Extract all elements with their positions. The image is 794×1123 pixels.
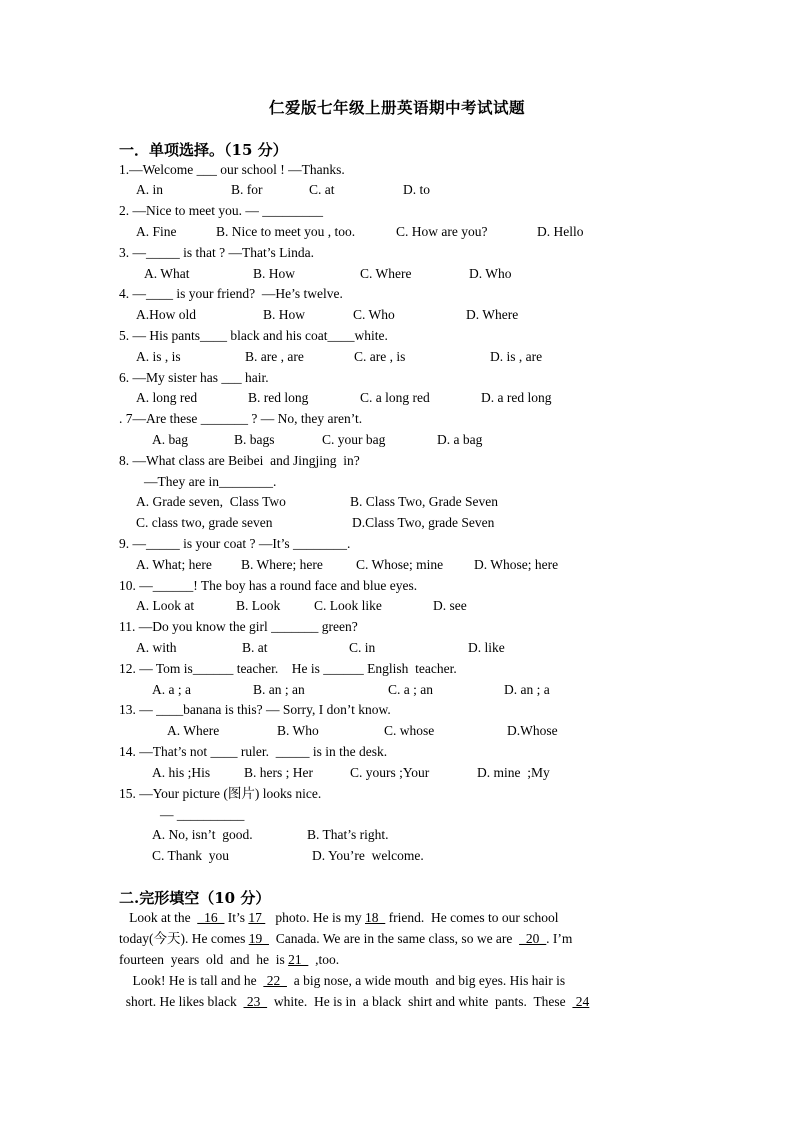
answer-option: A. Where — [167, 723, 220, 738]
passage-text: Canada. We are in the same class, so we are — [268, 931, 520, 946]
answer-option: C. yours ;Your — [350, 765, 430, 780]
blank-number: 21 — [288, 952, 309, 967]
passage-text: short. He likes black — [119, 994, 244, 1009]
answer-option: C. How are you? — [396, 224, 488, 239]
passage-text: photo. He is my — [265, 910, 365, 925]
answer-option: A. What; here — [136, 557, 212, 572]
answer-option: A. Grade seven, Class Two — [136, 494, 286, 509]
answer-option: D. Hello — [537, 224, 584, 239]
answer-option: B. How — [263, 307, 306, 322]
question-stem: 4. —____ is your friend? —He’s twelve. — [119, 286, 343, 301]
answer-option: C. Look like — [314, 598, 382, 613]
answer-option: C. your bag — [322, 432, 386, 447]
blank-number: 19 — [248, 931, 269, 946]
passage-text: a big nose, a wide mouth and big eyes. His hair is — [286, 973, 566, 988]
answer-option: D. to — [403, 182, 430, 197]
answer-option: D. an ; a — [504, 682, 550, 697]
answer-option: D. see — [433, 598, 467, 613]
answer-option: A.How old — [136, 307, 196, 322]
question-stem-reply: —They are in________. — [144, 474, 277, 489]
passage-text: fourteen years old and he is — [119, 952, 289, 967]
section1-heading: 一．单项选择。（15 分） — [119, 141, 288, 159]
blank-number: 17 — [248, 910, 266, 925]
passage-line — [119, 972, 565, 990]
passage-line — [119, 993, 589, 1011]
page-title: 仁爱版七年级上册英语期中考试试题 — [268, 98, 525, 117]
answer-option: B. Where; here — [241, 557, 323, 572]
answer-option: D.Class Two, grade Seven — [352, 515, 495, 530]
answer-option: B. Class Two, Grade Seven — [350, 494, 499, 509]
question-stem: 10. —______! The boy has a round face and blue eyes. — [119, 578, 418, 593]
question-stem: 5. — His pants____ black and his coat____white. — [119, 328, 388, 343]
blank-number: 24 — [572, 994, 590, 1009]
passage-text: friend. He comes to our school — [385, 910, 559, 925]
answer-option: B. Nice to meet you , too. — [216, 224, 356, 239]
blank-number: _20_ — [519, 931, 547, 946]
blank-number: 23 — [243, 994, 268, 1009]
answer-option: A. What — [144, 266, 190, 281]
answer-option: B. hers ; Her — [244, 765, 313, 780]
answer-option: C. Thank you — [152, 848, 229, 863]
question-stem: 15. —Your picture (图片) looks nice. — [119, 786, 322, 801]
blank-number: _16_ — [197, 910, 225, 925]
passage-line — [119, 951, 339, 969]
blank-number: 18 — [365, 910, 386, 925]
answer-option: C. Where — [360, 266, 412, 281]
answer-option: A. a ; a — [152, 682, 191, 697]
passage-line — [119, 909, 558, 927]
question-stem: 8. —What class are Beibei and Jingjing in? — [119, 453, 360, 468]
answer-option: B. bags — [234, 432, 275, 447]
answer-option: C. in — [349, 640, 376, 655]
answer-option: A. long red — [136, 390, 198, 405]
answer-option: D. like — [468, 640, 505, 655]
answer-option: C. a ; an — [388, 682, 433, 697]
answer-option: D. mine ;My — [477, 765, 550, 780]
answer-option: D. a red long — [481, 390, 552, 405]
answer-option: C. a long red — [360, 390, 430, 405]
answer-option: B. Look — [236, 598, 281, 613]
answer-option: B. for — [231, 182, 263, 197]
question-stem: 6. —My sister has ___ hair. — [119, 370, 269, 385]
question-stem-reply: — __________ — [160, 807, 245, 822]
answer-option: D. a bag — [437, 432, 483, 447]
answer-option: B. are , are — [245, 349, 304, 364]
answer-option: A. No, isn’t good. — [152, 827, 253, 842]
passage-text: today(今天). He comes — [119, 931, 249, 946]
question-stem: 14. —That’s not ____ ruler. _____ is in the desk. — [119, 744, 388, 759]
answer-option: A. his ;His — [152, 765, 211, 780]
answer-option: B. at — [242, 640, 268, 655]
answer-option: D. You’re welcome. — [312, 848, 424, 863]
answer-option: A. Look at — [136, 598, 195, 613]
passage-text: . I’m — [546, 931, 573, 946]
answer-option: C. whose — [384, 723, 435, 738]
question-stem: 12. — Tom is______ teacher. He is ______ English teacher. — [119, 661, 457, 676]
answer-option: C. Whose; mine — [356, 557, 444, 572]
passage-text: ,too. — [308, 952, 340, 967]
answer-option: D.Whose — [507, 723, 558, 738]
answer-option: D. Where — [466, 307, 519, 322]
answer-option: C. at — [309, 182, 335, 197]
question-stem: 2. —Nice to meet you. — _________ — [119, 203, 323, 218]
passage-line — [119, 930, 572, 948]
question-stem: 9. —_____ is your coat ? —It’s ________. — [119, 536, 351, 551]
passage-text: white. He is in a black shirt and white pants. These — [267, 994, 573, 1009]
answer-option: D. is , are — [490, 349, 543, 364]
answer-option: A. Fine — [136, 224, 177, 239]
answer-option: D. Whose; here — [474, 557, 559, 572]
answer-option: C. are , is — [354, 349, 406, 364]
question-stem: . 7—Are these _______ ? — No, they aren’t. — [119, 411, 363, 426]
answer-option: C. class two, grade seven — [136, 515, 273, 530]
passage-text: It’s — [224, 910, 249, 925]
answer-option: D. Who — [469, 266, 512, 281]
passage-text: Look! He is tall and he — [119, 973, 264, 988]
question-stem: 1.—Welcome ___ our school ! —Thanks. — [119, 162, 345, 177]
answer-option: B. How — [253, 266, 296, 281]
blank-number: 22 — [263, 973, 287, 988]
question-stem: 13. — ____banana is this? — Sorry, I don’t know. — [119, 702, 391, 717]
answer-option: A. is , is — [136, 349, 181, 364]
answer-option: B. Who — [277, 723, 319, 738]
answer-option: A. with — [136, 640, 177, 655]
question-stem: 3. —_____ is that ? —That’s Linda. — [119, 245, 314, 260]
section2-heading: 二.完形填空（10 分） — [119, 889, 271, 907]
answer-option: A. in — [136, 182, 163, 197]
passage-text: Look at the — [119, 910, 198, 925]
answer-option: B. red long — [248, 390, 309, 405]
answer-option: C. Who — [353, 307, 395, 322]
answer-option: A. bag — [152, 432, 188, 447]
answer-option: B. an ; an — [253, 682, 305, 697]
answer-option: B. That’s right. — [307, 827, 389, 842]
question-stem: 11. —Do you know the girl _______ green? — [119, 619, 358, 634]
